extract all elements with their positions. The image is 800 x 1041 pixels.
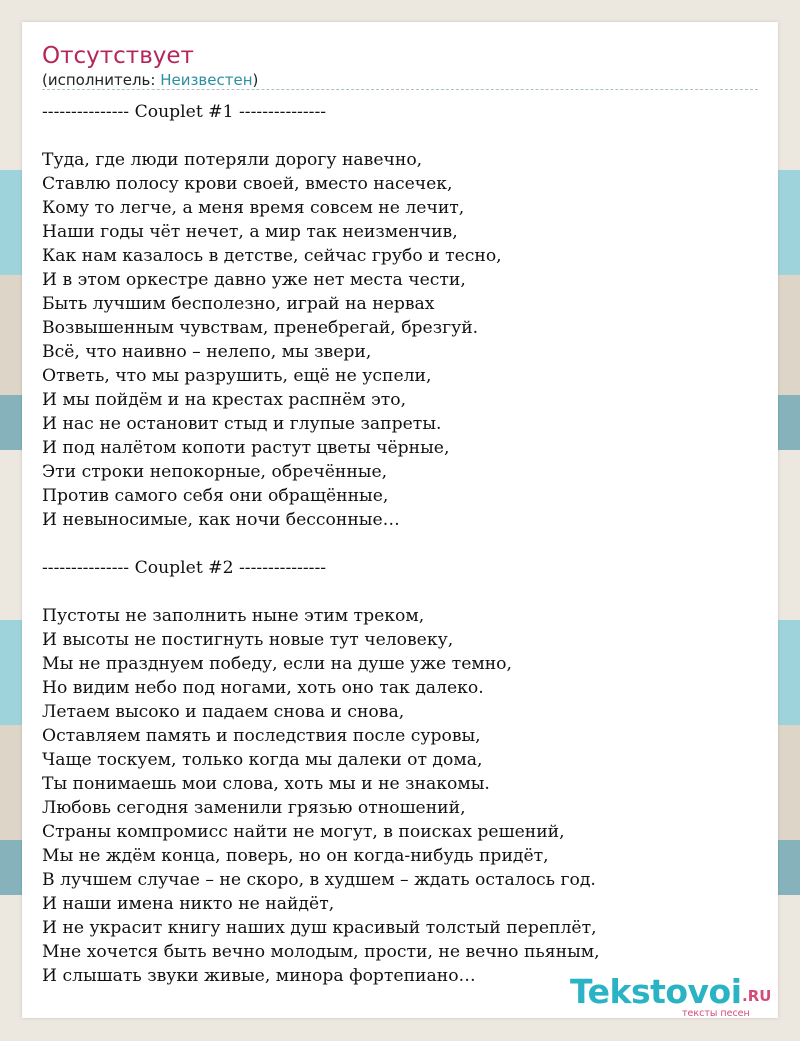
lyric-line: И наши имена никто не найдёт, <box>42 894 335 914</box>
lyric-line: Мы не празднуем победу, если на душе уже темно, <box>42 654 512 674</box>
artist-link[interactable]: Неизвестен <box>160 71 253 89</box>
lyric-line: --------------- Couplet #2 --------------- <box>42 558 327 578</box>
logo-name: Tekstovoi <box>570 972 742 1011</box>
logo-tagline: тексты песен <box>682 1008 750 1019</box>
lyric-line <box>42 532 762 556</box>
lyric-line: Возвышенным чувствам, пренебрегай, брезгуй. <box>42 318 479 338</box>
lyric-line: И нас не остановит стыд и глупые запреты. <box>42 414 442 434</box>
lyric-line: Любовь сегодня заменили грязью отношений, <box>42 798 466 818</box>
lyric-line: Ставлю полосу крови своей, вместо насечек, <box>42 174 453 194</box>
artist-line <box>42 71 258 89</box>
lyric-line: Эти строки непокорные, обречённые, <box>42 462 388 482</box>
artist-prefix: (исполнитель: <box>42 71 161 89</box>
lyric-line: Страны компромисс найти не могут, в поисках решений, <box>42 822 565 842</box>
page-title: Отсутствует <box>42 43 194 69</box>
lyric-line: Быть лучшим бесполезно, играй на нервах <box>42 294 435 314</box>
lyric-line: И под налётом копоти растут цветы чёрные, <box>42 438 450 458</box>
lyric-line: Ответь, что мы разрушить, ещё не успели, <box>42 366 432 386</box>
artist-suffix: ) <box>252 71 259 89</box>
lyric-line: Пустоты не заполнить ныне этим треком, <box>42 606 425 626</box>
lyric-line: Летаем высоко и падаем снова и снова, <box>42 702 405 722</box>
logo-domain: .RU <box>742 987 772 1005</box>
lyric-line <box>42 124 762 148</box>
lyric-line: Против самого себя они обращённые, <box>42 486 389 506</box>
lyric-line: И мы пойдём и на крестах распнём это, <box>42 390 407 410</box>
lyric-line: Как нам казалось в детстве, сейчас грубо и тесно, <box>42 246 502 266</box>
lyric-line: Туда, где люди потеряли дорогу навечно, <box>42 150 423 170</box>
site-logo[interactable] <box>570 972 770 1022</box>
lyric-line: Мне хочется быть вечно молодым, прости, не вечно пьяным, <box>42 942 600 962</box>
lyric-line <box>42 580 762 604</box>
lyrics-card <box>22 22 778 1018</box>
lyric-line: Кому то легче, а меня время совсем не лечит, <box>42 198 465 218</box>
lyric-line: Мы не ждём конца, поверь, но он когда-нибудь придёт, <box>42 846 549 866</box>
lyric-line: И невыносимые, как ночи бессонные… <box>42 510 400 530</box>
lyric-line: Всё, что наивно – нелепо, мы звери, <box>42 342 372 362</box>
lyric-line: В лучшем случае – не скоро, в худшем – ждать осталось год. <box>42 870 596 890</box>
lyric-line: Но видим небо под ногами, хоть оно так далеко. <box>42 678 484 698</box>
lyric-line: И в этом оркестре давно уже нет места чести, <box>42 270 466 290</box>
lyric-line: --------------- Couplet #1 --------------- <box>42 102 327 122</box>
lyric-line: Оставляем память и последствия после суровы, <box>42 726 481 746</box>
lyric-line: Ты понимаешь мои слова, хоть мы и не знакомы. <box>42 774 490 794</box>
lyric-line: И не украсит книгу наших душ красивый толстый переплёт, <box>42 918 597 938</box>
lyric-line: И высоты не постигнуть новые тут человеку, <box>42 630 454 650</box>
lyric-line: Чаще тоскуем, только когда мы далеки от дома, <box>42 750 483 770</box>
lyric-line: Наши годы чёт нечет, а мир так неизменчив, <box>42 222 458 242</box>
lyric-line: И слышать звуки живые, минора фортепиано… <box>42 966 476 986</box>
lyrics-text <box>42 100 762 988</box>
title-separator <box>42 89 758 90</box>
